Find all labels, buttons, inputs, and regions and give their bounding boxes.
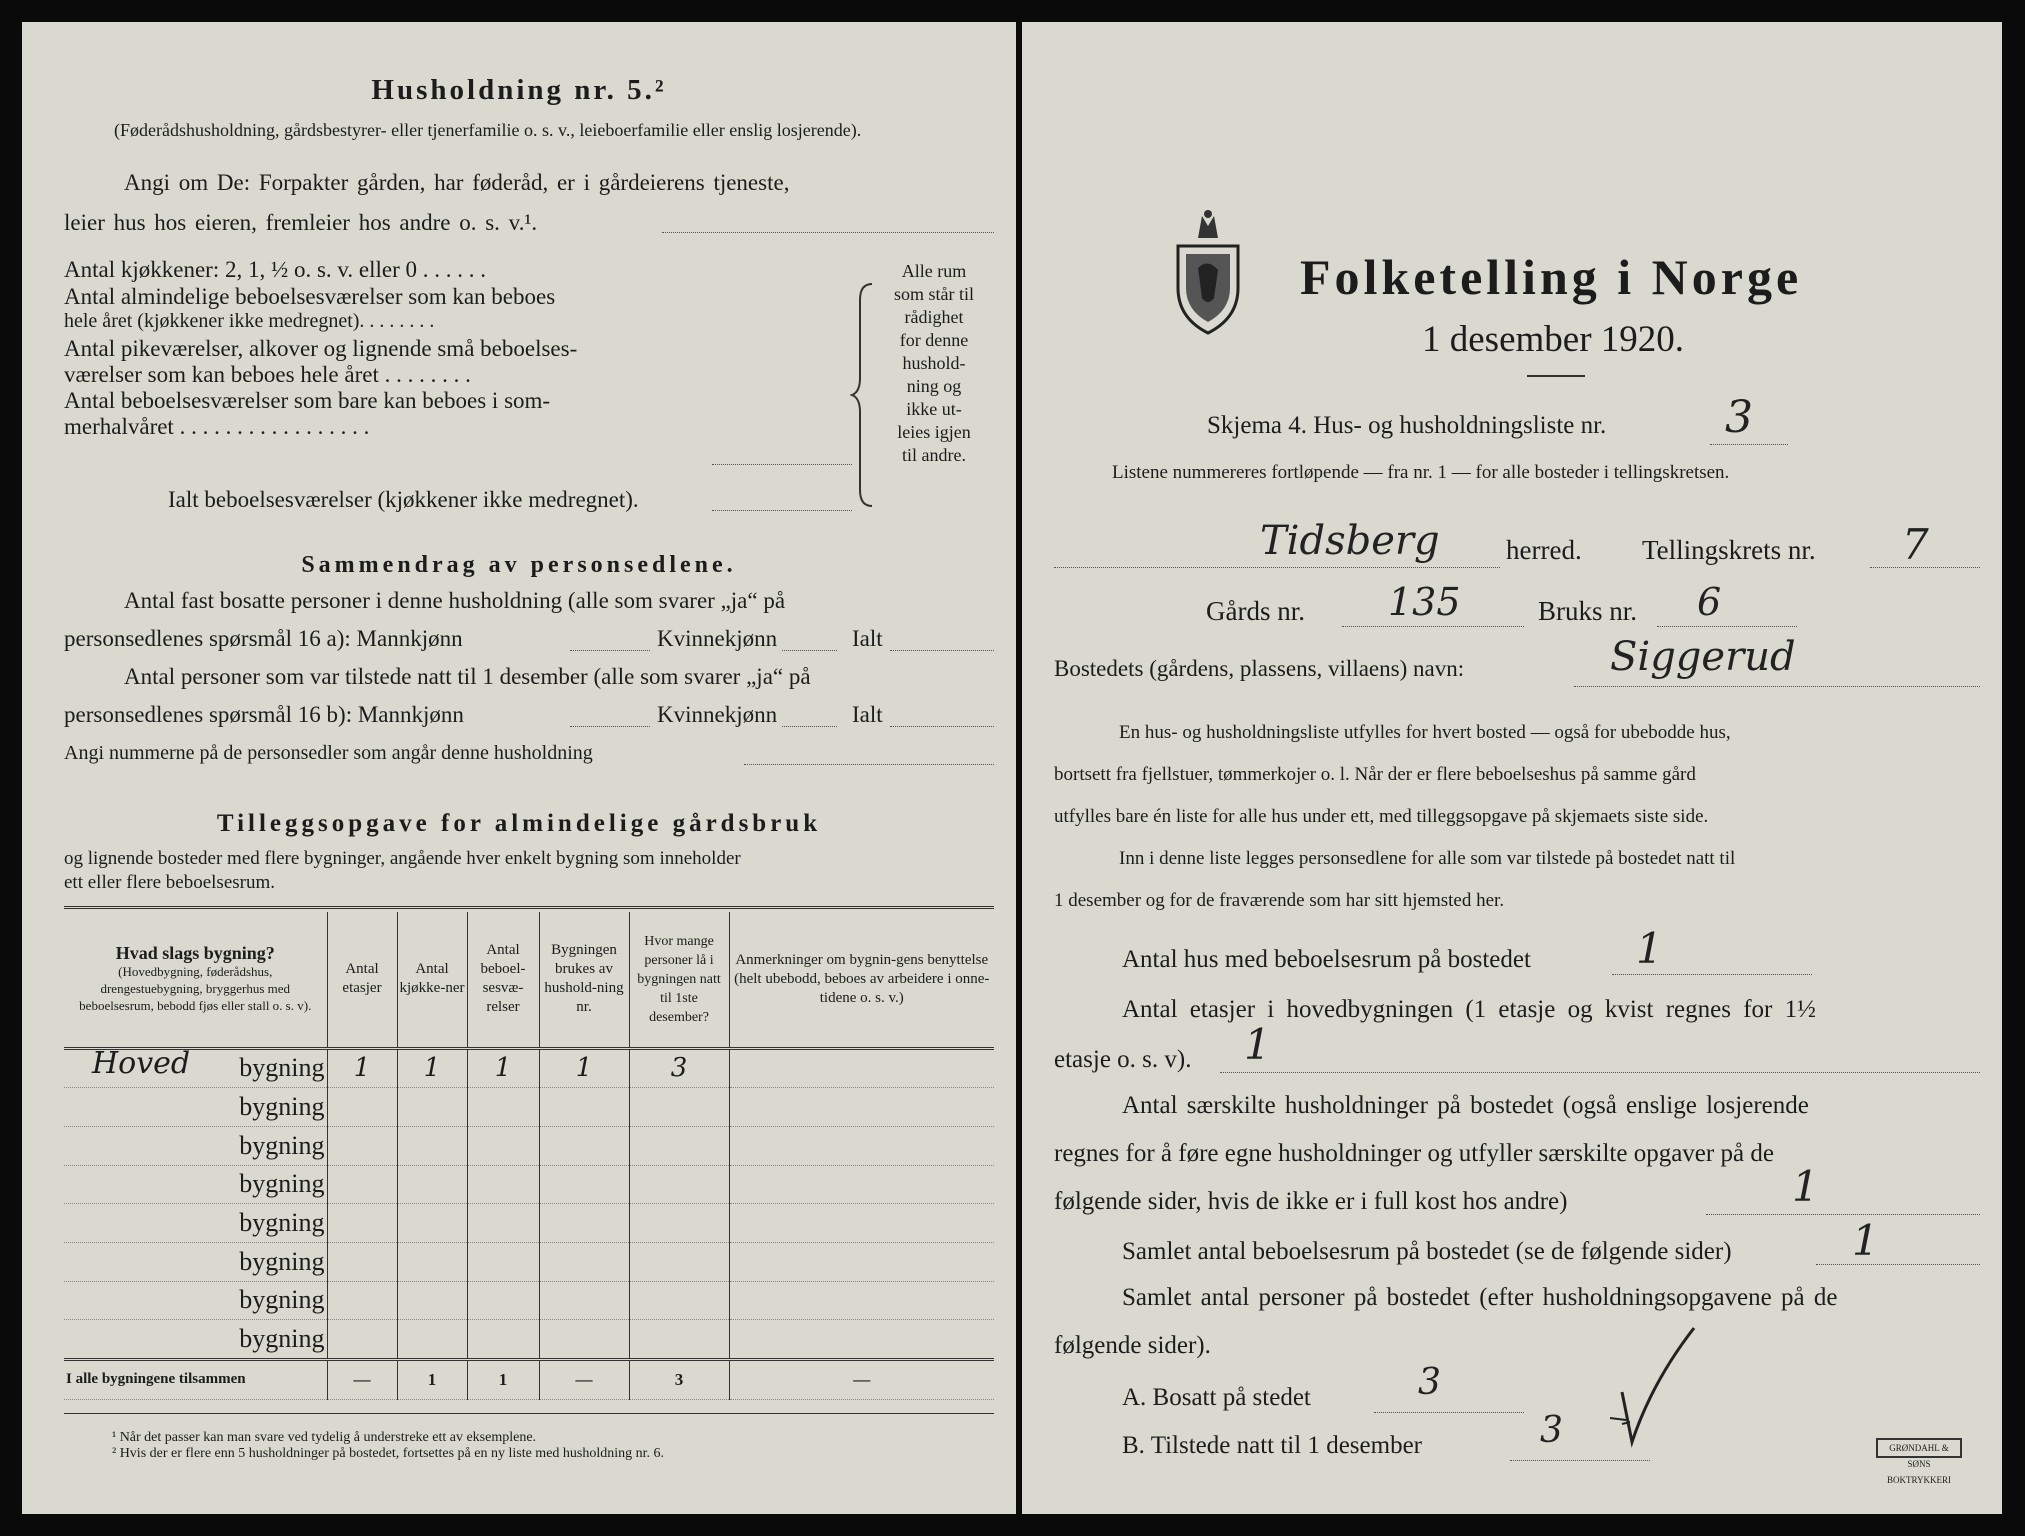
summary-a-ialt-fill [890, 650, 994, 651]
q-husholdninger-line-2: regnes for å føre egne husholdninger og utfyller særskilte opgaver på de [1054, 1140, 1774, 1167]
skjema-fill [1710, 444, 1788, 445]
bruks-fill [1657, 626, 1797, 627]
gards-label: Gårds nr. [1206, 596, 1305, 626]
printer-stamp: GRØNDAHL & SØNS BOKTRYKKERI [1876, 1438, 1962, 1458]
angi-nummerne-label: Angi nummerne på de personsedler som angår denne husholdning [64, 742, 593, 764]
building-cell [467, 1204, 539, 1243]
total-cell: — [729, 1360, 994, 1400]
building-cell [327, 1088, 397, 1127]
building-cell [397, 1088, 467, 1127]
gards-fill [1342, 626, 1524, 627]
bruks-label: Bruks nr. [1538, 596, 1638, 626]
building-type-cell [64, 1320, 327, 1360]
maid-rooms-label-1: Antal pikeværelser, alkover og lignende små beboelses- [64, 336, 578, 361]
a-bosatt-label: A. Bosatt på stedet [1122, 1384, 1311, 1411]
header-husholdning: Bygningen brukes av hushold-ning nr. [539, 912, 629, 1048]
building-cell [729, 1048, 994, 1088]
building-suffix: bygning [239, 1053, 325, 1083]
summer-rooms-fill [712, 464, 852, 465]
building-cell [629, 1126, 729, 1165]
q-hus-fill [1612, 974, 1812, 975]
angi-line-1: Angi om De: Forpakter gården, har føderåd, er i gårdeierens tjeneste, [124, 170, 790, 195]
summary-a-line-2: personsedlenes spørsmål 16 a): Mannkjønn [64, 626, 463, 651]
table-row [64, 1048, 994, 1088]
table-row [64, 1165, 994, 1204]
brace-note: Alle rum som står til rådighet for denne hushold- ning og ikke ut- leies igjen til andre. [894, 261, 974, 465]
table-row [64, 1281, 994, 1320]
header-anmerkninger: Anmerkninger om bygnin-gens benyttelse (helt ubebodd, beboes av arbeidere i onne-tidene o. s. v.) [729, 912, 994, 1048]
building-suffix: bygning [239, 1246, 325, 1276]
building-suffix: bygning [239, 1092, 325, 1122]
table-row [64, 1126, 994, 1165]
building-cell [327, 1281, 397, 1320]
table-bottom-rule [64, 1413, 994, 1414]
building-cell [539, 1088, 629, 1127]
right-page [1022, 22, 2002, 1514]
summary-b-ialt-label: Ialt [852, 702, 883, 727]
check-mark-icon [1582, 1322, 1702, 1462]
q-hus-value: 1 [1636, 924, 1663, 973]
building-cell: 1 [467, 1048, 539, 1088]
q-husholdninger-line-3: følgende sider, hvis de ikke er i full kost hos andre) [1054, 1188, 1568, 1215]
building-cell [467, 1088, 539, 1127]
building-cell [729, 1126, 994, 1165]
title-rule [1527, 375, 1585, 377]
herred-label: herred. [1506, 535, 1582, 565]
q-husholdninger-value: 1 [1792, 1162, 1819, 1211]
skjema-value: 3 [1725, 392, 1753, 443]
building-table [64, 912, 994, 1400]
building-cell [729, 1088, 994, 1127]
q-rum-fill [1816, 1264, 1980, 1265]
building-cell [397, 1281, 467, 1320]
q-personer-line-1: Samlet antal personer på bostedet (efter husholdningsopgavene på de [1122, 1284, 1838, 1311]
listene-note: Listene nummereres fortløpende — fra nr. 1 — for alle bosteder i tellingskretsen. [1112, 462, 1730, 483]
coat-of-arms-icon [1172, 208, 1244, 338]
total-cell: 3 [629, 1360, 729, 1400]
building-suffix: bygning [239, 1130, 325, 1160]
ordinary-rooms-label-1: Antal almindelige beboelsesværelser som kan beboes [64, 284, 556, 309]
building-cell [327, 1126, 397, 1165]
summary-a-line-1: Antal fast bosatte personer i denne husholdning (alle som svarer „ja“ på [124, 588, 786, 613]
addendum-title: Tilleggsopgave for almindelige gårdsbruk [216, 810, 822, 837]
left-page [22, 22, 1016, 1514]
building-cell [729, 1204, 994, 1243]
instruction-1: En hus- og husholdningsliste utfylles for hvert bosted — også for ubebodde hus, [1119, 722, 1731, 743]
building-suffix: bygning [239, 1169, 325, 1199]
header-etasjer: Antal etasjer [327, 912, 397, 1048]
building-cell [539, 1126, 629, 1165]
gards-value: 135 [1388, 580, 1461, 624]
angi-fill [662, 232, 994, 233]
building-cell [729, 1165, 994, 1204]
summary-title: Sammendrag av personsedlene. [301, 552, 737, 578]
building-cell [629, 1204, 729, 1243]
angi-line-2: leier hus hos eieren, fremleier hos andre o. s. v.¹. [64, 210, 538, 235]
total-label: I alle bygningene tilsammen [64, 1360, 327, 1400]
building-cell [327, 1165, 397, 1204]
building-cell [467, 1242, 539, 1281]
building-type-cell [64, 1204, 327, 1243]
summary-b-mann-fill [570, 726, 650, 727]
building-rows [64, 1045, 994, 1360]
building-suffix: bygning [239, 1208, 325, 1238]
building-cell [729, 1242, 994, 1281]
herred-value: Tidsberg [1260, 518, 1440, 564]
building-type-cell [64, 1281, 327, 1320]
building-type-cell [64, 1126, 327, 1165]
total-cell: 1 [467, 1360, 539, 1400]
addendum-subtitle-2: ett eller flere beboelsesrum. [64, 872, 276, 893]
building-cell [629, 1320, 729, 1360]
building-cell [327, 1204, 397, 1243]
kitchens-label: Antal kjøkkener: 2, 1, ½ o. s. v. eller 0 . . . . . . [64, 257, 487, 282]
building-cell [539, 1281, 629, 1320]
building-cell [629, 1088, 729, 1127]
building-cell [397, 1242, 467, 1281]
bosted-fill [1574, 686, 1980, 687]
building-cell: 1 [327, 1048, 397, 1088]
b-tilstede-value: 3 [1540, 1410, 1563, 1451]
form-title: Folketelling i Norge [1300, 249, 1803, 305]
building-type-cell [64, 1165, 327, 1204]
total-cell: — [539, 1360, 629, 1400]
bruks-value: 6 [1697, 580, 1722, 624]
tellingskrets-label: Tellingskrets nr. [1642, 535, 1816, 565]
header-vaerelser: Antal beboel-sesvæ-relser [467, 912, 539, 1048]
maid-rooms-label-2: værelser som kan beboes hele året . . . . . . . . [64, 362, 471, 387]
summary-b-kvinne-fill [782, 726, 837, 727]
building-cell [397, 1126, 467, 1165]
summer-rooms-label-1: Antal beboelsesværelser som bare kan beboes i som- [64, 388, 551, 413]
summary-a-kvinne-fill [782, 650, 837, 651]
a-bosatt-fill [1374, 1412, 1524, 1413]
building-type-cell [64, 1242, 327, 1281]
table-row [64, 1242, 994, 1281]
building-cell [467, 1165, 539, 1204]
building-cell [629, 1242, 729, 1281]
skjema-label: Skjema 4. Hus- og husholdningsliste nr. [1207, 412, 1607, 439]
building-cell [397, 1165, 467, 1204]
table-row [64, 1320, 994, 1360]
building-cell [729, 1320, 994, 1360]
q-etasjer-line-1: Antal etasjer i hovedbygningen (1 etasje og kvist regnes for 1½ [1122, 996, 1816, 1023]
q-hus-label: Antal hus med beboelsesrum på bostedet [1122, 946, 1531, 973]
header-kjokkener: Antal kjøkke-ner [397, 912, 467, 1048]
building-cell [539, 1204, 629, 1243]
building-cell [539, 1165, 629, 1204]
building-cell [467, 1320, 539, 1360]
q-etasjer-fill [1220, 1072, 1980, 1073]
building-cell [397, 1320, 467, 1360]
building-suffix: bygning [239, 1285, 325, 1315]
building-cell: 3 [629, 1048, 729, 1088]
building-cell [729, 1281, 994, 1320]
building-suffix: bygning [239, 1324, 325, 1354]
summary-b-ialt-fill [890, 726, 994, 727]
q-husholdninger-line-1: Antal særskilte husholdninger på bostedet (også enslige losjerende [1122, 1092, 1809, 1119]
q-etasjer-line-2: etasje o. s. v). [1054, 1046, 1192, 1073]
household-title: Husholdning nr. 5.² [371, 74, 667, 106]
total-cell: — [327, 1360, 397, 1400]
household-subtitle: (Føderådshusholdning, gårdsbestyrer- eller tjenerfamilie o. s. v., leieboerfamilie eller enslig losjerende). [114, 120, 862, 140]
table-top-rule [64, 906, 994, 909]
building-cell [467, 1281, 539, 1320]
ordinary-rooms-label-2: hele året (kjøkkener ikke medregnet). . . . . . . . [64, 310, 435, 332]
q-husholdninger-fill [1706, 1214, 1980, 1215]
table-row [64, 1204, 994, 1243]
a-bosatt-value: 3 [1418, 1362, 1441, 1403]
building-cell [629, 1281, 729, 1320]
total-rooms-fill [712, 510, 852, 511]
building-cell [467, 1126, 539, 1165]
building-cell: 1 [539, 1048, 629, 1088]
tellingskrets-value: 7 [1902, 520, 1929, 569]
summary-b-line-1: Antal personer som var tilstede natt til 1 desember (alle som svarer „ja“ på [124, 664, 811, 689]
instruction-3: utfylles bare én liste for alle hus under ett, med tilleggsopgave på skjemaets siste side. [1054, 806, 1709, 827]
building-type-cell [64, 1088, 327, 1127]
summary-b-kvinne-label: Kvinnekjønn [657, 702, 778, 727]
header-personer: Hvor mange personer lå i bygningen natt til 1ste desember? [629, 912, 729, 1048]
summary-a-ialt-label: Ialt [852, 626, 883, 651]
q-personer-line-2: følgende sider). [1054, 1332, 1211, 1359]
total-cell: 1 [397, 1360, 467, 1400]
table-row [64, 1088, 994, 1127]
footnote-2: ² Hvis der er flere enn 5 husholdninger på bostedet, fortsettes på en ny liste med husholdning nr. 6. [112, 1446, 665, 1461]
building-cell [327, 1320, 397, 1360]
building-cell [539, 1242, 629, 1281]
building-cell [629, 1165, 729, 1204]
q-rum-label: Samlet antal beboelsesrum på bostedet (se de følgende sider) [1122, 1238, 1732, 1265]
bosted-label: Bostedets (gårdens, plassens, villaens) navn: [1054, 656, 1465, 681]
building-cell: 1 [397, 1048, 467, 1088]
building-cell [327, 1242, 397, 1281]
q-rum-value: 1 [1852, 1216, 1879, 1265]
summer-rooms-label-2: merhalvåret . . . . . . . . . . . . . . . . . [64, 414, 370, 439]
addendum-subtitle-1: og lignende bosteder med flere bygninger, angående hver enkelt bygning som inneholder [64, 848, 741, 869]
bosted-value: Siggerud [1610, 634, 1796, 680]
building-cell [397, 1204, 467, 1243]
total-rooms-label: Ialt beboelsesværelser (kjøkkener ikke medregnet). [168, 487, 639, 512]
building-cell [539, 1320, 629, 1360]
instruction-4: Inn i denne liste legges personsedlene for alle som var tilstede på bostedet natt til [1119, 848, 1736, 869]
table-total-row [64, 1360, 994, 1400]
b-tilstede-label: B. Tilstede natt til 1 desember [1122, 1432, 1422, 1459]
footnote-1: ¹ Når det passer kan man svare ved tydelig å understreke ett av eksemplene. [112, 1430, 537, 1445]
q-etasjer-value: 1 [1244, 1020, 1271, 1069]
building-name: Hoved [92, 1045, 191, 1081]
summary-a-mann-fill [570, 650, 650, 651]
building-type-cell [64, 1045, 327, 1088]
instruction-2: bortsett fra fjellstuer, tømmerkojer o. l. Når der er flere beboelseshus på samme gård [1054, 764, 1696, 785]
summary-b-line-2: personsedlenes spørsmål 16 b): Mannkjønn [64, 702, 464, 727]
angi-nummerne-fill [744, 764, 994, 765]
form-date: 1 desember 1920. [1422, 319, 1685, 360]
building-type-header: Hvad slags bygning? (Hovedbygning, føderådshus, drengestuebygning, bryggerhus med beboelsesrum, bebodd fjøs eller stall o. s. v). [64, 912, 327, 1048]
instruction-5: 1 desember og for de fraværende som har sitt hjemsted her. [1054, 890, 1505, 911]
summary-a-kvinne-label: Kvinnekjønn [657, 626, 778, 651]
herred-fill [1054, 567, 1500, 568]
